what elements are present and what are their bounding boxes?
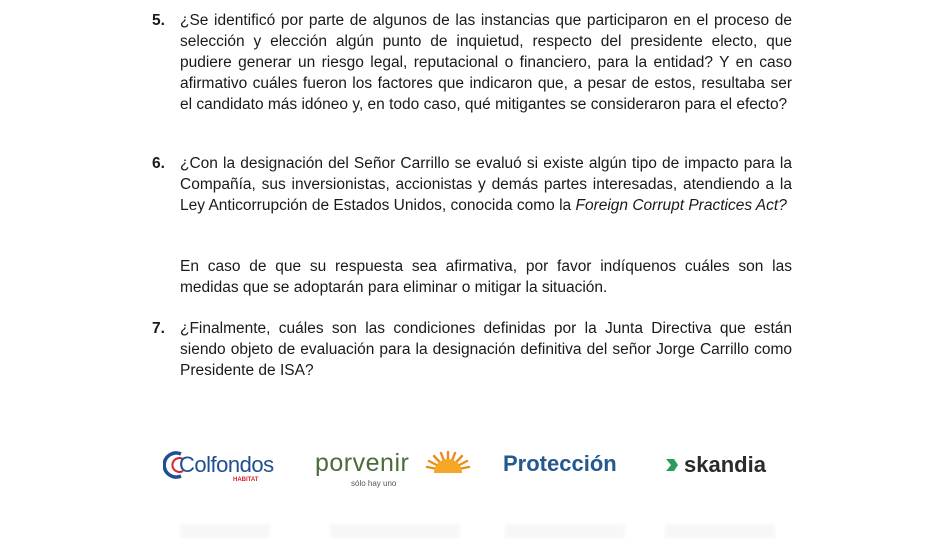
- question-number: 7.: [152, 320, 165, 337]
- question-number: 6.: [152, 155, 165, 172]
- question-6-followup: [180, 256, 792, 298]
- porvenir-name: porvenir: [315, 449, 410, 477]
- question-text: ¿Con la designación del Señor Carrillo se evaluó si existe algún tipo de impacto para la Compañía, sus inversionistas, accionistas y demás partes interesadas, atendiendo a la Ley Anticorrupción de Estados Unidos, conocida como la: [180, 155, 792, 214]
- question-text-italic: Foreign Corrupt Practices Act?: [575, 197, 787, 214]
- followup-text: En caso de que su respuesta sea afirmativa, por favor indíquenos cuáles son las medidas que se adoptarán para eliminar o mitigar la situación.: [180, 258, 792, 296]
- question-text: ¿Finalmente, cuáles son las condiciones definidas por la Junta Directiva que están siendo objeto de evaluación para la designación definitiva del señor Jorge Carrillo como Presidente de ISA?: [180, 320, 792, 379]
- colfondos-name: Colfondos: [179, 452, 274, 477]
- proteccion-name: Protección: [503, 451, 617, 476]
- logo-strip: [0, 445, 932, 495]
- porvenir-tagline: sólo hay uno: [351, 479, 397, 488]
- porvenir-logo: [315, 447, 475, 491]
- question-6: [152, 153, 792, 216]
- question-5: [152, 10, 792, 115]
- colfondos-logo: [163, 449, 288, 489]
- logo-strip-ghost: [0, 522, 932, 552]
- question-number: 5.: [152, 12, 165, 29]
- question-7: [152, 318, 792, 381]
- skandia-logo: [663, 452, 788, 486]
- sun-icon: [425, 449, 471, 479]
- skandia-arrow-icon: [663, 456, 681, 474]
- proteccion-logo: [503, 451, 638, 485]
- question-text: ¿Se identificó por parte de algunos de las instancias que participaron en el proceso de selección y elección algún punto de inquietud, respecto del presidente electo, que pudiere generar un riesgo legal, reputacional o financiero, para la entidad? Y en caso afirmativo cuáles fueron los factores que indicaron que, a pesar de estos, resultaba ser el candidato más idóneo y, en todo caso, qué mitigantes se consideraron para el efecto?: [180, 12, 792, 113]
- skandia-name: skandia: [684, 452, 766, 477]
- colfondos-tagline: HABITAT: [233, 477, 259, 483]
